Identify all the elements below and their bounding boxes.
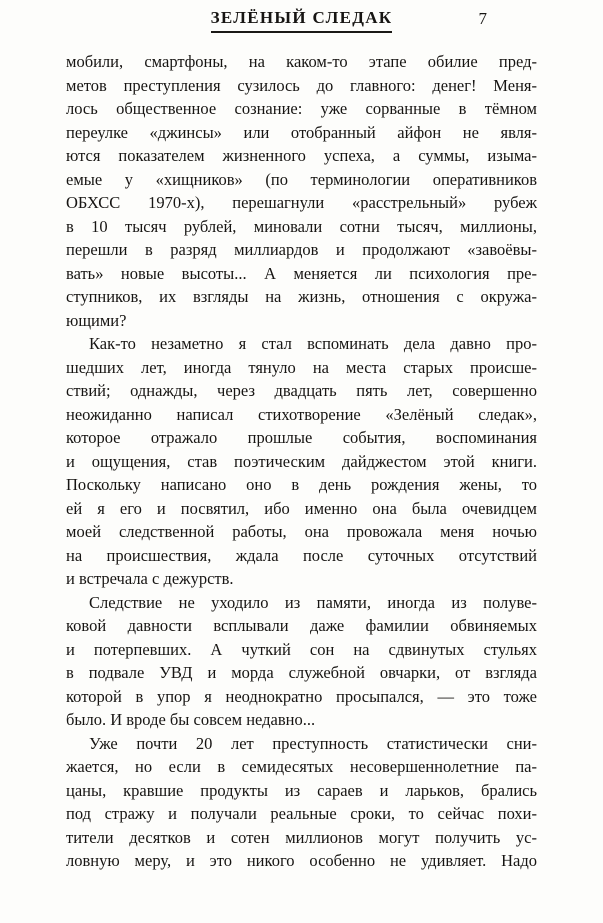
text-line: емые у «хищников» (по терминологии оперативников <box>66 169 537 189</box>
text-line: в 10 тысяч рублей, миновали сотни тысяч, миллионы, <box>66 216 537 236</box>
text-line: вать» новые высоты... А меняется ли психология пре- <box>66 263 537 283</box>
text-line: лось общественное сознание: уже сорванные в тёмном <box>66 99 537 118</box>
text-line: ются показателем жизненного успеха, а суммы, изыма- <box>66 146 537 165</box>
text-line: и ощущения, став поэтическим дайджестом этой книги. <box>66 451 537 471</box>
text-line: Уже почти 20 лет преступность статистически сни- <box>89 733 537 753</box>
running-title: ЗЕЛЁНЫЙ СЛЕДАК <box>211 8 393 33</box>
text-line: переулке «джинсы» или отобранный айфон не явля- <box>66 122 537 142</box>
paragraph <box>66 732 537 873</box>
text-line: под стражу и получали реальные сроки, то сейчас похи- <box>66 804 537 823</box>
text-line: в подвале УВД и морда служебной овчарки, от взгляда <box>66 663 537 682</box>
text-line: которой в упор я неоднократно просыпался, — это тоже <box>66 686 537 706</box>
text-line: неожиданно написал стихотворение «Зелёный следак», <box>66 404 537 424</box>
page-number: 7 <box>478 9 487 28</box>
text-line: ловную меру, и это никого особенно не удивляет. Надо <box>66 851 537 870</box>
text-line: моей следственной работы, она провожала меня ночью <box>66 522 537 541</box>
text-line: ОБХСС 1970-х), перешагнули «расстрельный» рубеж <box>66 193 537 212</box>
text-line: ей я его и посвятил, ибо именно она была очевидцем <box>66 498 537 518</box>
text-line: и потерпевших. А чуткий сон на сдвинутых стульях <box>66 639 537 659</box>
text-line: ковой давности всплывали даже фамилии обвиняемых <box>66 616 537 635</box>
text-line: метов преступления сузилось до главного: денег! Меня- <box>66 75 537 95</box>
text-line: ступников, их взгляды на жизнь, отношения с окружа- <box>66 287 537 306</box>
page-header <box>66 8 537 38</box>
text-line: Следствие не уходило из памяти, иногда из полуве- <box>89 592 537 612</box>
paragraph <box>66 332 537 591</box>
text-line: которое отражало прошлые события, воспоминания <box>66 428 537 447</box>
text-line: Поскольку написано оно в день рождения жены, то <box>66 475 537 494</box>
text-line: ющими? <box>66 310 127 330</box>
text-line: и встречала с дежурств. <box>66 569 234 588</box>
text-line: ствий; однажды, через двадцать пять лет, совершенно <box>66 381 537 400</box>
text-line: перешли в разряд миллиардов и продолжают «завоёвы- <box>66 240 537 259</box>
text-line: Как-то незаметно я стал вспоминать дела давно про- <box>89 334 537 353</box>
text-line: тители десятков и сотен миллионов могут получить ус- <box>66 827 537 847</box>
text-line: жается, но если в семидесятых несовершеннолетние па- <box>66 757 537 776</box>
text-block <box>66 50 537 873</box>
paragraph <box>66 50 537 332</box>
paragraph <box>66 591 537 732</box>
text-line: цаны, кравшие продукты из сараев и ларьков, брались <box>66 780 537 800</box>
text-line: шедших лет, иногда тянуло на места старых происше- <box>66 357 537 377</box>
text-line: было. И вроде бы совсем недавно... <box>66 710 316 729</box>
text-line: на происшествия, ждала после суточных отсутствий <box>66 545 537 565</box>
text-line: мобили, смартфоны, на каком-то этапе обилие пред- <box>66 52 537 71</box>
